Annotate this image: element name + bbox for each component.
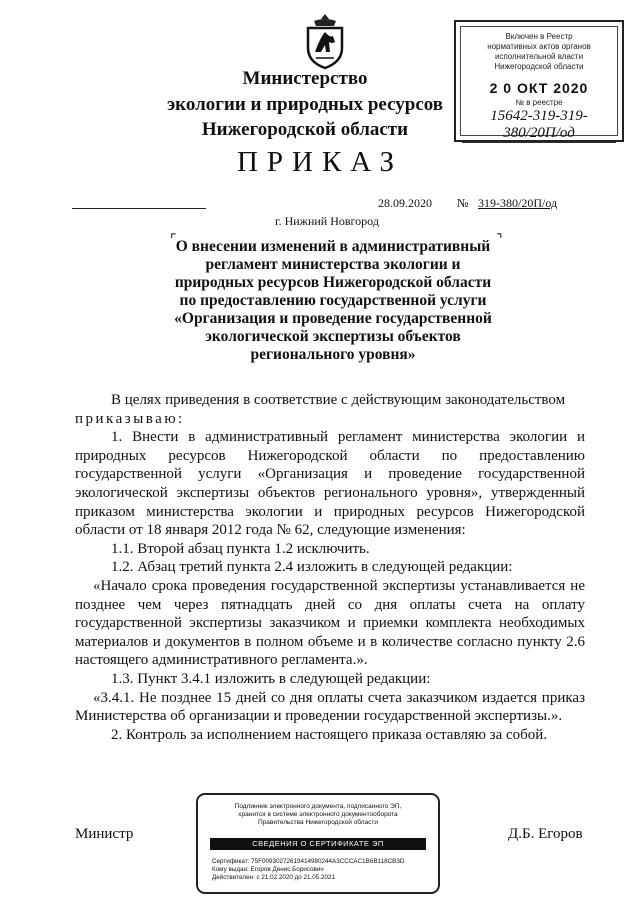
city: г. Нижний Новгород <box>275 214 379 228</box>
item-1-2: 1.2. Абзац третий пункта 2.4 изложить в следующей редакции: <box>111 559 513 576</box>
quote-2: «3.4.1. Не позднее 15 дней со дня оплаты счета заказчиком издается приказ Министерства об организации и проведении государственной экспертизы.». <box>75 689 585 725</box>
stamp-reg-label: № в реестре <box>515 98 563 107</box>
coat-of-arms-icon <box>300 12 350 70</box>
e-signature-box <box>196 793 440 894</box>
item-1-3: 1.3. Пункт 3.4.1 изложить в следующей редакции: <box>111 670 431 687</box>
ministry-name-line-3: Нижегородской области <box>201 119 409 140</box>
e-signature-title: СВЕДЕНИЯ О СЕРТИФИКАТЕ ЭП <box>210 838 426 850</box>
order-subject <box>168 238 498 364</box>
e-signature-note: Подлинник электронного документа, подписанного ЭП, <box>234 803 402 810</box>
item-2: 2. Контроль за исполнением настоящего приказа оставляю за собой. <box>111 726 548 743</box>
signer-name: Д.Б. Егоров <box>508 826 583 842</box>
ministry-name-line-2: экологии и природных ресурсов <box>166 94 444 115</box>
subject-close-bracket: ⌝ <box>496 233 503 248</box>
e-signature-note: Правительства Нижегородской области <box>257 819 379 826</box>
registry-stamp <box>454 20 624 142</box>
subject-line: регламент министерства экологии и <box>205 256 461 273</box>
order-number-label: № <box>457 196 469 210</box>
order-word: приказываю: <box>75 410 185 427</box>
preamble: В целях приведения в соответствие с действующим законодательством <box>111 392 566 408</box>
subject-line: регионального уровня» <box>250 346 416 363</box>
e-signature-valid: Действителен: с 21.02.2020 до 21.05.2021 <box>212 874 336 881</box>
item-1-1: 1.1. Второй абзац пункта 1.2 исключить. <box>111 540 370 557</box>
e-signature-certificate: Сертификат: 75F00930272619414980244A3CCCAC1B6B118CB3D <box>212 858 405 865</box>
document-type-title: ПРИКАЗ <box>236 146 404 178</box>
stamp-line: нормативных актов органов <box>487 42 591 51</box>
e-signature-note: хранится в системе электронного документооборота <box>238 811 398 818</box>
blank-line <box>72 208 206 209</box>
item-1: 1. Внести в административный регламент министерства экологии и природных ресурсов Нижегородской области по предоставлению государственной услуги «Организация и проведение государственной экологической экспертизы объектов регионального уровня», утвержденный приказом министерства экологии и природных ресурсов Нижегородской области от 18 января 2012 года № 62, следующие изменения: <box>75 429 585 539</box>
order-number: 319-380/20П/од <box>478 196 558 210</box>
stamp-date: 2 0 ОКТ 2020 <box>489 80 589 96</box>
subject-line: экологической экспертизы объектов <box>205 328 461 345</box>
stamp-reg-number: 15642-319-319-380/20П/од <box>462 108 616 143</box>
order-date: 28.09.2020 <box>378 196 432 210</box>
e-signature-issued-to: Кому выдан: Егоров Денис Борисович <box>212 866 324 873</box>
subject-line: природных ресурсов Нижегородской области <box>174 274 492 291</box>
subject-open-bracket: ⌜ <box>170 233 177 248</box>
subject-line: О внесении изменений в административный <box>175 238 491 255</box>
ministry-name-line-1: Министерство <box>242 68 368 89</box>
quote-1: «Начало срока проведения государственной экспертизы устанавливается не позднее чем через пятнадцать дней со дня оплаты счета на оплату государственной экспертизы заказчиком и приемки комплекта необходимых материалов и документов в полном объеме и в количестве согласно пункту 2.6 настоящего административного регламента.». <box>75 577 585 669</box>
subject-line: «Организация и проведение государственной <box>174 310 492 327</box>
stamp-line: исполнительной власти <box>494 52 584 61</box>
stamp-line: Включен в Реестр <box>505 32 573 41</box>
signer-position: Министр <box>75 826 134 842</box>
subject-line: по предоставлению государственной услуги <box>179 292 487 309</box>
order-body <box>75 391 585 744</box>
stamp-line: Нижегородской области <box>494 62 584 71</box>
